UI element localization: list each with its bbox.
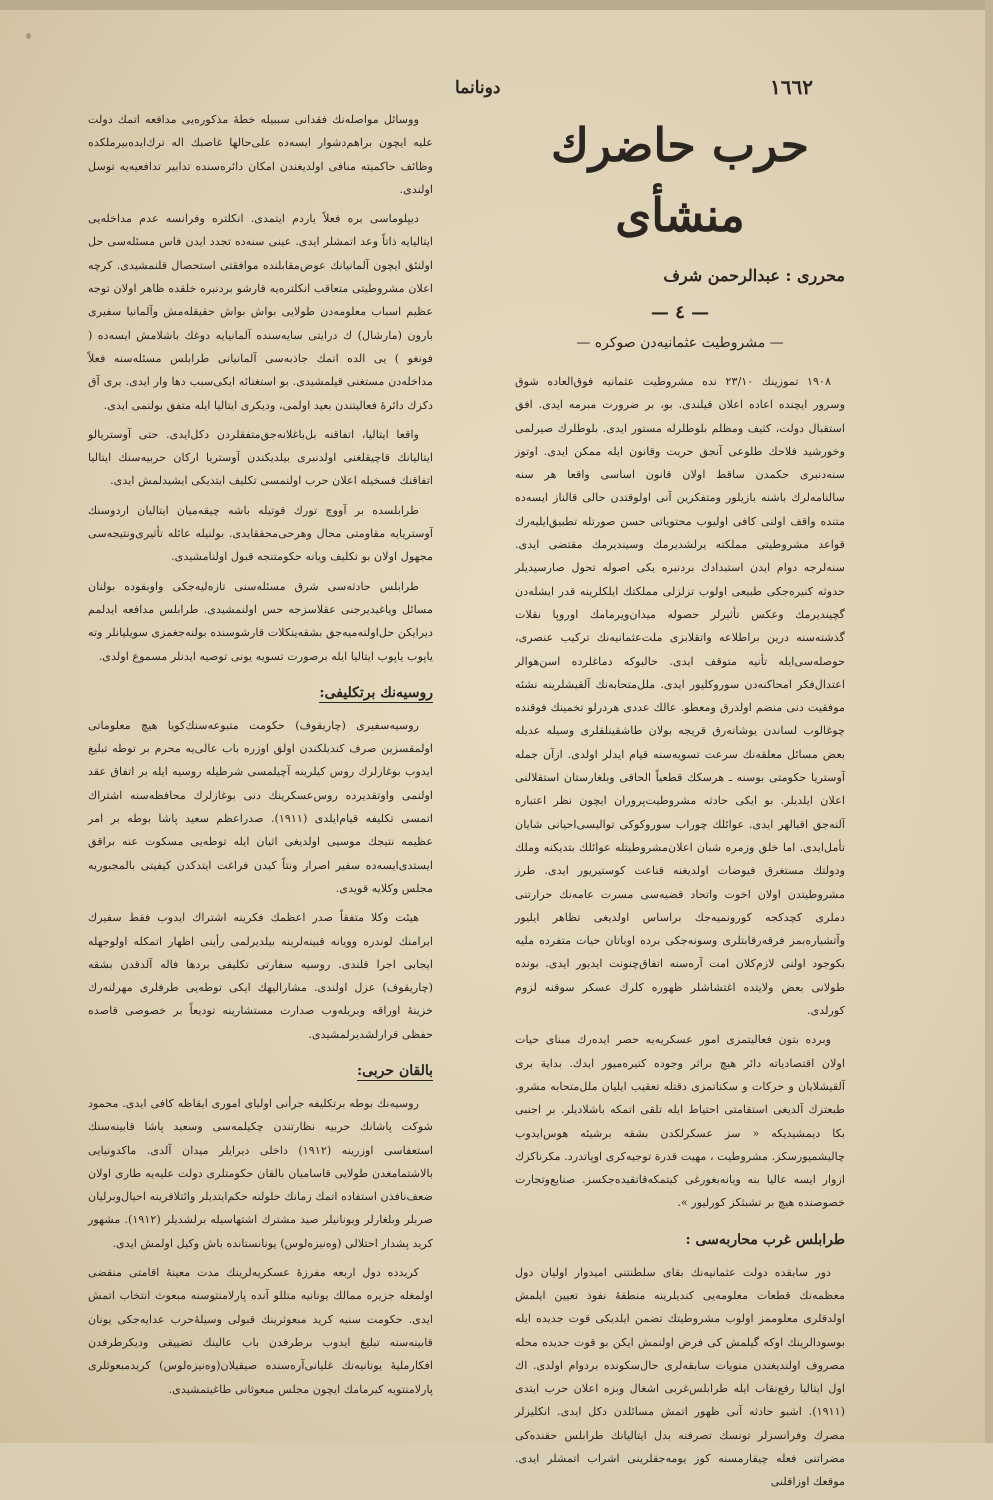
section-heading-tripoli: طرابلس غرب محاربه‌سی : bbox=[685, 1231, 845, 1248]
paragraph: روسیه‌نك بوطه برتکلیفه جرأنی اولیای اموری ایقاظه کافی ایدی. محمود شوکت پاشانك حربیه نظارتندن چکیلمه‌سی وسعید پاشا قابینه‌سنك استعفاسی اوزرینه (١٩١٢) داخلی دیرایلر میدان آلدی. ماکدونیایی بالاشتمامغدن طولایی قاسامیان بالقان حکومتلری دولت علیه‌یه طاری اولان ضعف‌نافذن استفاده اتمك زمانك حلولنه حکم‌ایتدیلر وائتلافرینه احیال‌وبرلیان صربلر وبلغارلر ویونانیلر صید مشترك اشتهاسیله برلشدیلر (١٩١٢). مشهور کرید پشدار احتلالی (وه‌نیزه‌لوس) یونانستانده باش وکیل اولمش ایدی. bbox=[88, 1096, 433, 1250]
paragraph: هیئت وکلا متفقاً صدر اعظمك فکرینه اشتراك ایدوب فقط سفیرك ایرامنك لوندره وویانه قبینه‌لرینه بیلدیرلمی رأینی اظهار اتمکله اولوجهله ایجابی اجرا قلندی. روسیه سفارتی تکلیفی بردها فاله آلدقدن بشقه (چاریقوف) عزل اولندی. مشارالیهك ایکی توطه‌یی طرفلری مهرلنه‌رك خزینهٔ اوراقه وبریله‌وب صدارت مستشارینه تودیعاً بر خصوصی قاصده حفظی قرارلشدیرلمشیدی. bbox=[88, 911, 433, 1041]
section-heading-russia bbox=[88, 678, 433, 708]
right-column bbox=[515, 110, 845, 1500]
page-number: ١٦٦٢ bbox=[770, 75, 813, 99]
part-number: — ٤ — bbox=[650, 302, 710, 323]
article-title: حرب حاضرك منشأی bbox=[551, 118, 809, 242]
section-heading-russia-text: روسیه‌نك برتکلیفی: bbox=[319, 684, 433, 701]
paragraph: واقعا ایتالیا، اتفاقنه بل‌باغلانه‌جق‌متفقلردن دکل‌ایدی. حتی آوستریالو ایتالیانك قاچیقلغنی اولدنبری بیلدیکندن آوستریا ارکان حربیه‌سنك ایتالیا اتفاقنك فسخیله اعلان حرب اولنمسی تکلیف ایتدیکی ایشیدلمش ایدی. bbox=[88, 427, 433, 488]
journal-name: دونانما bbox=[455, 78, 501, 98]
left-column bbox=[88, 108, 433, 1407]
paragraph: دیپلوماسی بره فعلاً یاردم ایتمدی. انکلتره وفرانسه عدم مداخله‌یی ایتالیایه ذاتاً وعد اتمشلر ایدی. عینی سنه‌ده تجدد ایدن فاس مسئله‌سی حل اولنئق ایچون آلمانیانك عوض‌مقابلنده موافقتی استحصال قلنمشیدی. کرچه اعلان مشروطیتی متعاقب انکلتره‌یه قارشو بردنبره خلقده ظاهر اولان توجه عظیم اسباب معلومه‌دن طولایی بواش بواش حقیقله‌مش وآلمانیا سفیری بارون (مارشال) ك درایتی سایه‌سنده آلمانیایه دوغك باشلامش ایسه‌ده ( فونغو ) یی الده اتمك جاذبه‌سی آلمانیانی طرابلس مسئله‌سنه فعلاً مداخله‌دن مستغنی قیلمشیدی. بو استغنائه ایکی‌سبب دها وار ایدی. برى آق دکزك دائرهٔ فعالیتندن بعید اولمی، ودیکری ایتالیا ایله متفق بولنمی ایدی. bbox=[88, 212, 433, 412]
article-subtitle: — مشروطیت عثمانیه‌دن صوکره — bbox=[576, 335, 784, 351]
paragraph: کریدده دول اربعه مفرزهٔ عسکریه‌لرینك مدت معینهٔ اقامتی منقضی اولمغله جزیره ممالك یونانیه متللو آنده پارلامنتوسنه مبعوث انتخاب اتمش ایدی. حکومت سنیه کرید مبعوثرینك قبولی وسیلهٔ‌حرب عدایه‌جکی یونان قابینه‌سنه تبلیغ ایدوب برطرفدن باب عالینك تضییقی ودیکرطرفدن افکارملیهٔ یونانیه‌نك غلیانی‌آره‌سنده صیقیلان(وه‌نیزه‌لوس) کریدمبعوثلری پارلامنتویه کیرمامك ایچون مجلس مبعوثانی طاغیتمشیدی. bbox=[88, 1266, 433, 1396]
scan-dust bbox=[212, 1297, 216, 1301]
article-author: محرری : عبدالرحمن شرف bbox=[663, 266, 845, 285]
paragraph: وبرده بتون فعالیتمزی امور عسکریه‌یه حصر ایده‌رك مبنای حیات اولان اقتصادیاته دائر هیچ براثر وجوده کتیره‌میور ایدك. بدایة بری آلقیشلایان و حرکات و سکناتمزی دقتله تعقیب ایلیان ملل‌متحابه مشرو. طبعتزك آلدیغی استقامتی احتیاط ایله تلقی اتمکه باشلادیلر. بر اجنبی بکا دیمشیدیکه « سز عسکرلکدن بشقه برشیئه هوس‌ایدوب چالیشمیورسکز. مشروطیت ، مهیت قدرة توجیه‌کری اوپاتدرد. مکرناکزك ازوار ایسه عالیا بنه ویانه‌بغورغی کیتمکه‌قاتقیده‌جکسز. صنایع‌وتجارت خصوصنده هیچ بر تشبثکز کورلیور ». bbox=[515, 1033, 845, 1210]
section-heading-balkan bbox=[88, 1056, 433, 1086]
scan-edge-right bbox=[985, 0, 993, 1443]
paragraph: دور سابقده دولت عثمانیه‌نك بقای سلطنتنی امیدوار اولیان دول معظمه‌نك قطعات معلومه‌یی کندیلرینه منطقهٔ نفوذ تعیین ایلمش اولدقلری معلوممز اولوب مشروطیتك تضمن ایلدیکی قوت جدیده ایله بوسودالرینك اوکه گیلمش کی فرض اولنمش ایکن بو قوت جدیده محله مصروف اولندیغندن منویات سابقه‌لری حال‌سکونده بردوام اولدی. اك اول ایتالیا رفع‌نقاب ایله طرابلس‌غربی اشغال وبزه اعلان حرب ایتدی (١٩١١). اشبو حادثه آنی ظهور اتمش مسائلدن دکل ایدی. انکلیزلر مصرك وفرانسزلر تونسك تصرفنه بدل ایتالیانك طرابلس حقنده‌کی مضراتنی فعله چیقارمسنه کوز یومه‌جقلرینی اشراب اتمشلر ایدی. موقعك اوزاقلنی bbox=[515, 1265, 845, 1489]
paragraph: طرابلسده بر آووچ تورك قوتیله باشه چیقه‌میان ایتالیان اردوسنك آوستریایه مقاومتی محال وهرحی‌محققایدی. بولنیله عائله تأثیری‌ونتیجه‌سی مجهول اولان بو تکلیف ویانه حکومتنجه قبول اولنامشیدی. bbox=[88, 503, 433, 564]
section-heading-balkan-text: بالقان حربی: bbox=[356, 1062, 433, 1079]
paragraph: ١٩٠٨ تموزینك ٢٣/١٠ نده مشروطیت عثمانیه فوق‌العاده شوق وسرور ایچنده اعاده اعلان قیلندی. بو، بر ضرورت مبرمه ایدی. افق استقبال دولت، کثیف ومظلم بلوطلرله مستور ایدی. بلوطلرك صیرلمی وخورشید فلاحك طلوعی آنجق حریت وقانون ایله ممکن ایدی. اوتوز سنه‌دنبری حکمدن ساقط اولان قانون اساسی واقعا هر سنه سالنامه‌لرك باشنه بازیلور ومتفکرین آنی اولوقتدن حالی قالناز ایسه‌ده متنده واقف اولنی کافی اولیوب محتویاتی حسن صورتله تطبیق‌ایلیه‌رك قواعد مشروطیتی مملکته یرلشدیرمك وسیندیرمك مقتضی ایدی. سنه‌لرجه دوام ایدن استبدادك بردنبره یکی اصوله تحول صارسیدیلر حدوثه کنیره‌جکی طبیعی اولوب تزلزلی مملکتك ایلکلرینه قدر ایشله‌دن گچیندیرمك وعکس تأثیرلر حصوله میدان‌ویرمامك اوروپا نقلات گذشته‌سنه درین براطلاعه واتقلابزی ملت‌عثمانیه‌نك ترکیب عنصری، حوصله‌سی‌ایله تأنیه متوقف ایدی. حالبوکه دماغلرده اسن‌هوالر اعتدال‌فکر امحاکنه‌دن سورو‌کلیور ایدی. ملل‌متحابه‌نك آلقیشلرینه نشئه موفقیت دنی منضم اولدرق ومعطو. عالك عددی هردرلو تخمینك فوقنده چوغالوب لساندن یوشانه‌رق قریجه بولان طاشقینلقلری وسیله عدیله بعض مسائل معلقه‌نك سرعت تسویه‌سنه قیام ایدلر اولدی. ازآن جمله آوستریا حکومتی بوسنه ـ هرسکك قطعیاً الحاقی وبلغارستان استقلالنی اعلان ایلدیلر. بو ایکی حادثه مشروطیت‌پروران ایچون نظر اعتباره آلنه‌جق اقبالهر ایدی. عوائلك چوراب سورو‌کو‌کی توالیسی‌احیانی شایان تأمل‌ایدی. اما خلق وزمره شبان اعلان‌مشروطیتله عوائلك بتدیکنه وملك ودولتك مستغرق فیوضات اولدیغنه قناعت کوستیریور ایدی. طرز مشروطیتدن اولان اخوت واتحاد قضیه‌سی مسرت عامه‌نك حرارتنی دملری کچدکجه کورونمیه‌جك براساس اولدیغی تظاهر ایلیور وآتشیاره‌بمز فرقه‌رقابتلری وسونه‌جکی برده اوباتان حیات متفرده ملیه بکوجود اولنی لازم‌کلان امت آره‌سنه اتفاق‌چنونت ایدیور ایدی. بونده طولانی بعض ولایتده اغتشاشلر ظهوره کلرك عسکر سوقنه لزوم کورلدی. bbox=[515, 375, 845, 1018]
paragraph: روسیه‌سفیری (چاریقوف) حکومت متبوعه‌سنك‌کویا هیچ معلوماتی اولمقسزین صرف کندیلکندن اولق اوزره باب عالی‌یه محرم بر توطه تبلیغ ایدوب بوغازلرك روس کیلرینه آچیلمسی شرطیله روسیه ایله بر اتفاق عقد اولنمی واوتقدیرده روس‌عسکرینك دنی بوغازلرك محافظه‌سنه اشتراك اتمسی تکلیفه قیام‌ایلدی (١٩١١). صدراعظم سعید پاشا بوطه بر امر عظیمه نتیجك موسیی اولدیغی اثیان ایله توطه‌یی مسکوت عنه براقق ایستدی‌ایسه‌ده سفیر اصرار ونتاً کیدن فراغت ایتدکدن کیفیتی بالمجبوریه مجلس وکلایه قویدی. bbox=[88, 718, 433, 895]
paragraph: ووسائل مواصله‌نك فقدانی سببیله خطهٔ مذکوره‌یی مدافعه اتمك دولت علیه ایچون براهم‌دشوار ایسه‌ده علی‌حالها غاصبك اله ترك‌ایده‌بیرملکده وظائف حاکمیته منافی اولدیغندن امکان دائره‌سنده تدابیر تدافعیه‌یه توسل اولندی. bbox=[88, 113, 433, 196]
scan-dust bbox=[26, 33, 31, 39]
scan-edge-top bbox=[0, 0, 993, 10]
paragraph: طرابلس حادثه‌سی شرق مسئله‌سنی تازه‌لیه‌جکی واوبقوده بولنان مسائل ویاغیدیرجنی عقلاسزجه حس اولنمشیدی. طرابلس مدافعه ایدلمم دیرایکن حل‌اولنه‌میه‌جق بشقه‌ینکلات قارشوسنده بولنه‌جغمزی سویلیانلر وته یاپوب یاپوب ایتالیا ایله برصورت تسویه یونی توصیه ایدنلر مسموع اولدی. bbox=[88, 579, 433, 663]
